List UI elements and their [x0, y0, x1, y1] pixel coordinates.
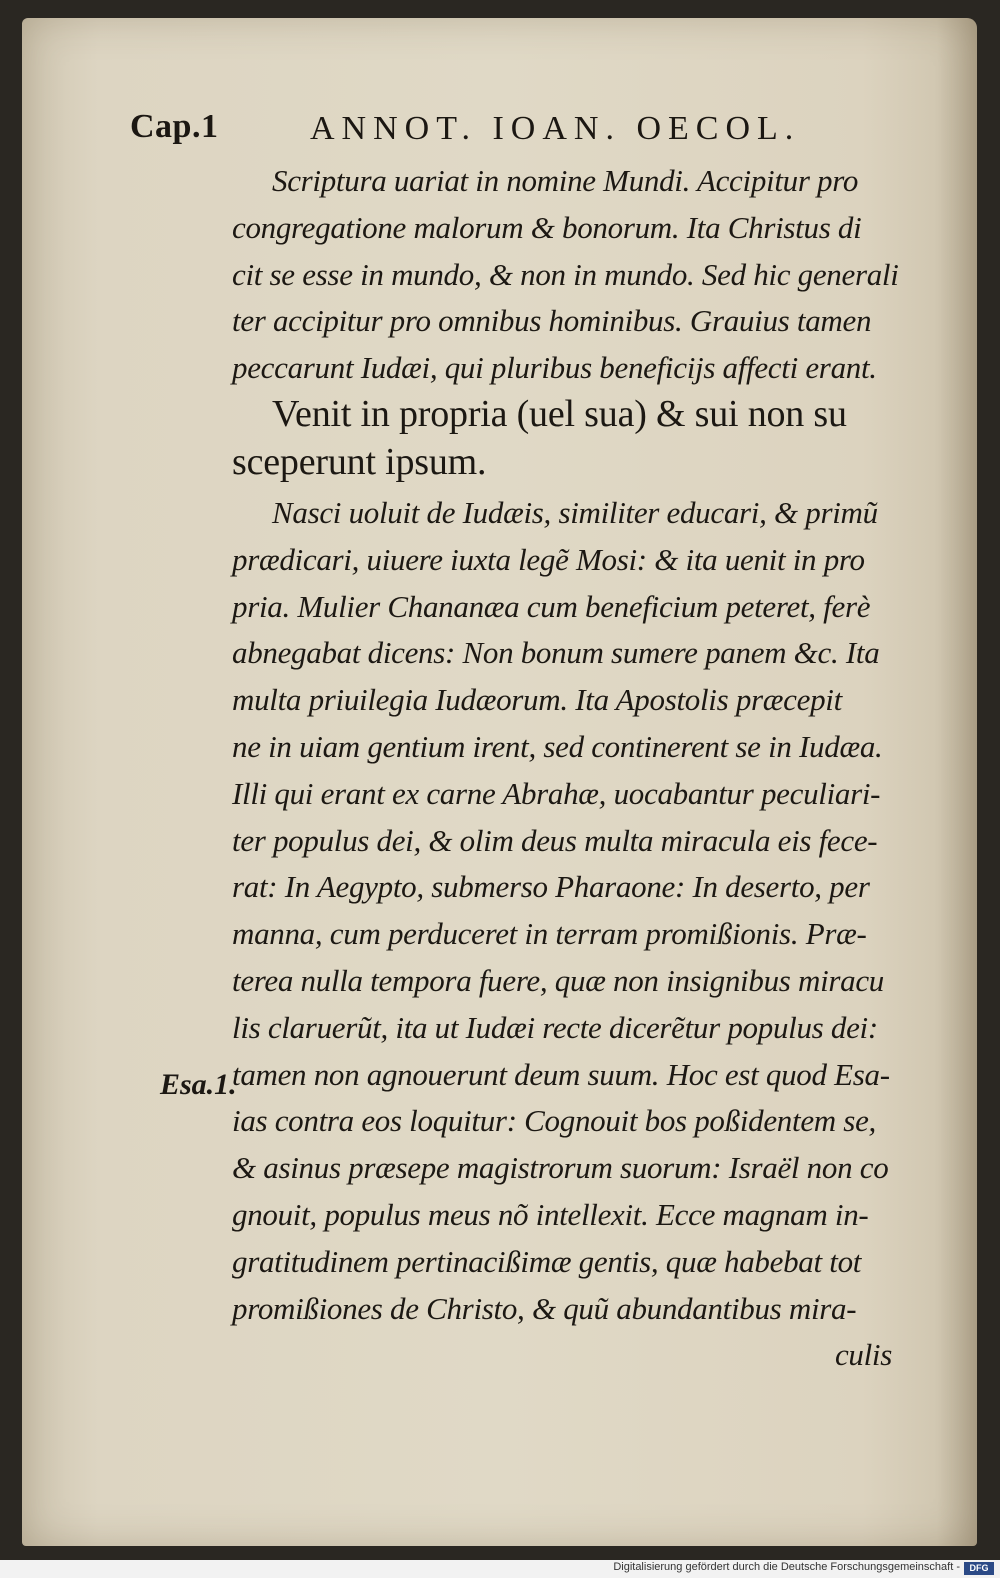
text-line: abnegabat dicens: Non bonum sumere panem &c. Ita: [232, 635, 880, 671]
text-line: manna, cum perduceret in terram promißionis. Præ-: [232, 916, 867, 952]
scripture-lemma: [232, 390, 892, 486]
commentary-paragraph-2: [232, 490, 892, 1379]
lemma-line: Venit in propria (uel sua) & sui non su: [272, 393, 847, 435]
text-line: prædicari, uiuere iuxta legẽ Mosi: & ita uenit in pro: [232, 541, 865, 577]
text-line: peccarunt Iudæi, qui pluribus beneficijs affecti erant.: [232, 350, 877, 386]
text-line: gratitudinem pertinacißimæ gentis, quæ habebat tot: [232, 1243, 862, 1279]
text-line: Nasci uoluit de Iudæis, similiter educari, & primũ: [272, 495, 878, 530]
commentary-paragraph-1: [232, 158, 899, 392]
text-line: ter accipitur pro omnibus hominibus. Grauius tamen: [232, 303, 872, 339]
catchword: culis: [834, 1337, 892, 1373]
text-line: pria. Mulier Chananæa cum beneficium peteret, ferè: [232, 588, 871, 624]
text-line: tamen non agnouerunt deum suum. Hoc est quod Esa-: [232, 1056, 890, 1092]
text-line: cit se esse in mundo, & non in mundo. Sed hic generali: [232, 256, 899, 292]
text-line: & asinus præsepe magistrorum suorum: Israël non co: [232, 1150, 889, 1186]
text-line: Scriptura uariat in nomine Mundi. Accipitur pro: [272, 163, 859, 198]
marginal-note: Esa.1.: [160, 1068, 237, 1101]
chapter-label: Cap.1: [130, 108, 219, 145]
text-line: multa priuilegia Iudæorum. Ita Apostolis præcepit: [232, 682, 842, 718]
text-line: ter populus dei, & olim deus multa miracula eis fece-: [232, 822, 878, 858]
text-line: gnouit, populus meus nõ intellexit. Ecce magnam in-: [232, 1196, 869, 1232]
dfg-logo-icon: DFG: [964, 1562, 994, 1575]
text-line: promißiones de Christo, & quũ abundantibus mira-: [232, 1290, 857, 1326]
funding-credit: Digitalisierung gefördert durch die Deutsche Forschungsgemeinschaft -: [613, 1561, 960, 1573]
running-title: ANNOT. IOAN. OECOL.: [310, 110, 801, 147]
text-line: lis claruerũt, ita ut Iudæi recte dicerẽtur populus dei:: [232, 1009, 878, 1045]
page-edge-shadow: [937, 18, 977, 1546]
text-line: terea nulla tempora fuere, quæ non insignibus miracu: [232, 962, 885, 998]
text-line: rat: In Aegypto, submerso Pharaone: In deserto, per: [232, 869, 870, 905]
running-head: [130, 108, 850, 152]
text-line: congregatione malorum & bonorum. Ita Christus di: [232, 209, 862, 245]
lemma-line: sceperunt ipsum.: [232, 441, 487, 483]
text-line: ias contra eos loquitur: Cognouit bos poßidentem se,: [232, 1103, 876, 1139]
text-line: Illi qui erant ex carne Abrahæ, uocabantur peculiari-: [232, 775, 881, 811]
text-line: ne in uiam gentium irent, sed continerent se in Iudæa.: [232, 728, 883, 764]
footer-bar: [0, 1560, 1000, 1578]
